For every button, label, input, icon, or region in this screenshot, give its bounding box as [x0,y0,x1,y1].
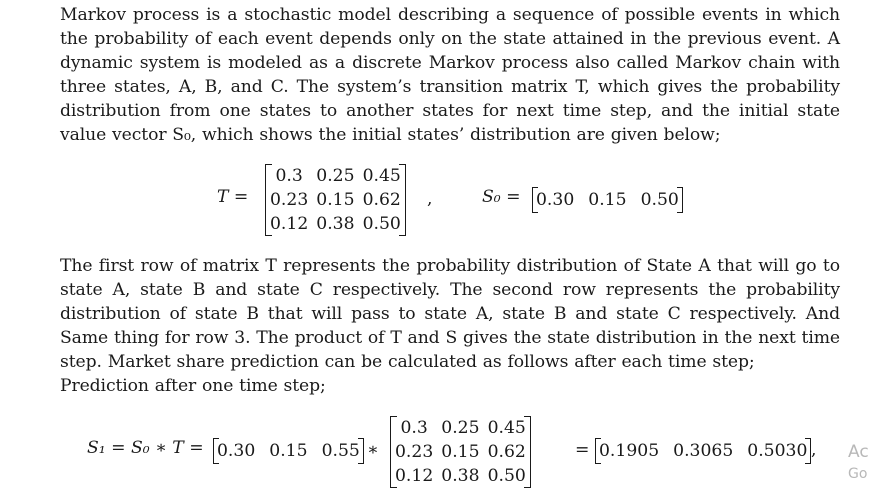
matrix-cell: 0.45 [487,418,526,438]
matrix-cell: 0.15 [316,190,355,210]
vector-cell: 0.15 [588,190,627,210]
vector-cell: 0.30 [217,441,256,461]
s0-vector-product [213,438,364,464]
vector-cell: 0.1905 [599,441,660,461]
watermark-line2: Go [848,466,868,482]
vector-cell: 0.3065 [673,441,734,461]
matrix-cell: 0.45 [362,166,401,186]
watermark-line1: Ac [848,442,869,462]
vector-cell: 0.15 [269,441,308,461]
equation-comma: , [427,189,433,209]
multiply-sign: ∗ [367,440,379,460]
matrix-cell: 0.12 [270,214,309,234]
equation-comma: , [811,440,817,460]
s0-label: S₀ = [482,187,521,207]
transition-matrix-product [390,416,531,488]
vector-cell: 0.50 [640,190,679,210]
matrix-cell: 0.25 [441,418,480,438]
s0-vector [532,187,683,213]
matrix-cell: 0.50 [362,214,401,234]
matrix-cell: 0.50 [487,466,526,486]
explanation-paragraph: The first row of matrix T represents the probability distribution of State A that will go to state A, state B and state C respectively. The second row represents the probability distribution of state B that will pass to state A, state B and state C respectively. And Same thing for row 3. The product of T and S gives the state distribution in the next time step. Market share prediction can be calculated as follows after each time step; [60,256,840,372]
prediction-label: Prediction after one time step; [60,376,326,396]
matrix-cell: 0.3 [275,166,303,186]
vector-cell: 0.30 [536,190,575,210]
matrix-cell: 0.23 [270,190,309,210]
equals-sign: = [575,440,590,460]
s1-lhs: S₁ = S₀ ∗ T = [87,438,204,458]
vector-cell: 0.55 [321,441,360,461]
matrix-cell: 0.38 [316,214,355,234]
t-matrix-label: T = [217,187,249,207]
intro-paragraph: Markov process is a stochastic model describing a sequence of possible events in which the probability of each event depends only on the state attained in the previous event. A dynamic system is modeled as a discrete Markov process also called Markov chain with three states, A, B, and C. The system’s transition matrix T, which gives the probability distribution from one states to another states for next time step, and the initial state value vector S₀, which shows the initial states’ distribution are given below; [60,5,840,145]
result-vector [595,438,811,464]
matrix-cell: 0.23 [395,442,434,462]
matrix-cell: 0.3 [400,418,428,438]
transition-matrix [265,164,406,236]
vector-cell: 0.5030 [747,441,808,461]
matrix-cell: 0.12 [395,466,434,486]
matrix-cell: 0.62 [362,190,401,210]
matrix-cell: 0.15 [441,442,480,462]
matrix-cell: 0.62 [487,442,526,462]
matrix-cell: 0.25 [316,166,355,186]
matrix-cell: 0.38 [441,466,480,486]
